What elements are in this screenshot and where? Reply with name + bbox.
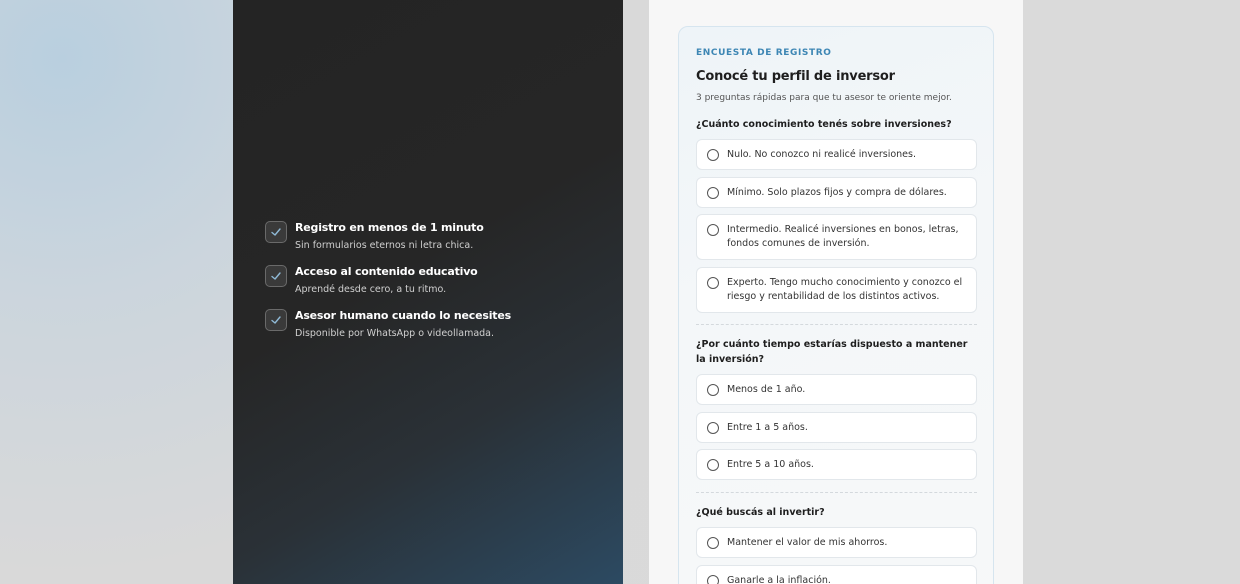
option-label: Entre 5 a 10 años. [727, 459, 814, 470]
feature-title: Acceso al contenido educativo [295, 265, 478, 278]
survey-panel [649, 0, 1023, 584]
survey-card [678, 26, 994, 584]
question-knowledge: ¿Cuánto conocimiento tenés sobre inversiones? [696, 119, 952, 130]
option-goal-mantener[interactable] [696, 527, 977, 558]
option-label: Experto. Tengo mucho conocimiento y conozco el riesgo y rentabilidad de los distintos activos. [727, 277, 963, 302]
radio-icon[interactable] [707, 459, 719, 471]
check-icon [265, 309, 287, 331]
feature-title: Registro en menos de 1 minuto [295, 221, 484, 234]
radio-icon[interactable] [707, 384, 719, 396]
option-horizon-menos-1[interactable] [696, 374, 977, 405]
radio-icon[interactable] [707, 187, 719, 199]
option-label: Entre 1 a 5 años. [727, 422, 808, 433]
option-knowledge-intermedio[interactable] [696, 214, 977, 260]
radio-icon[interactable] [707, 537, 719, 549]
section-divider [696, 492, 977, 493]
survey-title: Conocé tu perfil de inversor [696, 69, 895, 84]
radio-icon[interactable] [707, 149, 719, 161]
option-knowledge-minimo[interactable] [696, 177, 977, 208]
question-horizon: ¿Por cuánto tiempo estarías dispuesto a mantener la inversión? [696, 339, 968, 365]
option-horizon-1-5[interactable] [696, 412, 977, 443]
check-icon [265, 265, 287, 287]
feature-title: Asesor humano cuando lo necesites [295, 309, 511, 322]
radio-icon[interactable] [707, 224, 719, 236]
option-horizon-5-10[interactable] [696, 449, 977, 480]
survey-eyebrow: ENCUESTA DE REGISTRO [696, 48, 832, 58]
radio-icon[interactable] [707, 575, 719, 584]
option-label: Nulo. No conozco ni realicé inversiones. [727, 149, 916, 160]
option-label: Intermedio. Realicé inversiones en bonos, letras, fondos comunes de inversión. [727, 224, 959, 249]
option-knowledge-experto[interactable] [696, 267, 977, 313]
option-label: Menos de 1 año. [727, 384, 806, 395]
feature-description: Sin formularios eternos ni letra chica. [295, 240, 474, 251]
option-knowledge-nulo[interactable] [696, 139, 977, 170]
feature-description: Disponible por WhatsApp o videollamada. [295, 328, 495, 339]
option-goal-inflacion[interactable] [696, 565, 977, 584]
question-goal: ¿Qué buscás al invertir? [696, 507, 825, 518]
option-label: Ganarle a la inflación. [727, 575, 831, 584]
radio-icon[interactable] [707, 422, 719, 434]
survey-subtitle: 3 preguntas rápidas para que tu asesor te oriente mejor. [696, 93, 952, 103]
section-divider [696, 324, 977, 325]
check-icon [265, 221, 287, 243]
radio-icon[interactable] [707, 277, 719, 289]
option-label: Mínimo. Solo plazos fijos y compra de dólares. [727, 187, 947, 198]
feature-description: Aprendé desde cero, a tu ritmo. [295, 284, 447, 295]
option-label: Mantener el valor de mis ahorros. [727, 537, 888, 548]
benefits-panel [233, 0, 623, 584]
